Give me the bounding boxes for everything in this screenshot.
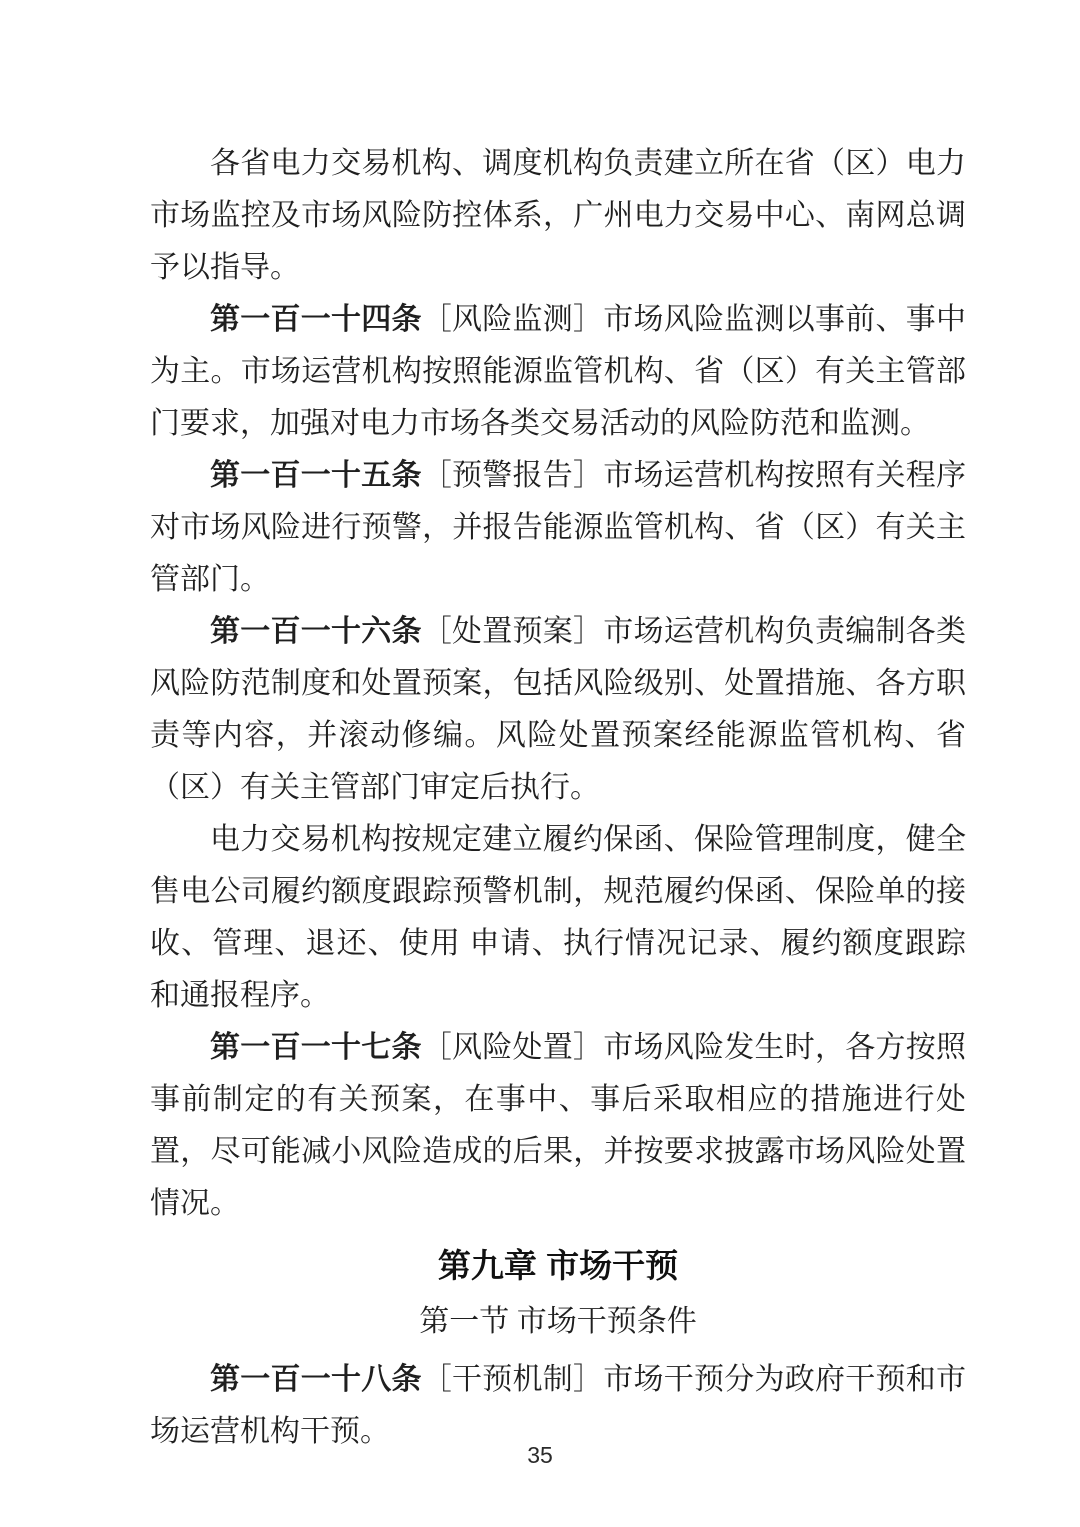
chapter-heading: 第九章 市场干预 [437, 1247, 679, 1284]
paragraph-text: ［干预机制］市场干预分为政府干预和市场运营机构干预。 [150, 1363, 966, 1448]
article-number: 第一百一十八条 [210, 1363, 422, 1396]
paragraph-text: ［预警报告］市场运营机构按照有关程序对市场风险进行预警，并报告能源监管机构、省（区）有关主管部门。 [150, 459, 966, 596]
article-number: 第一百一十四条 [210, 303, 422, 336]
paragraph [150, 1022, 966, 1230]
paragraph [150, 450, 966, 606]
paragraph [150, 814, 966, 1022]
paragraph-text: ［处置预案］市场运营机构负责编制各类风险防范制度和处置预案，包括风险级别、处置措施、各方职责等内容，并滚动修编。风险处置预案经能源监管机构、省（区）有关主管部门审定后执行。 [150, 615, 966, 804]
paragraph [150, 294, 966, 450]
article-number: 第一百一十七条 [210, 1031, 422, 1064]
document-body [150, 138, 966, 1458]
section-heading: 第一节 市场干预条件 [419, 1305, 697, 1338]
article-number: 第一百一十五条 [210, 459, 422, 492]
paragraph [150, 138, 966, 294]
paragraph-text: ［风险监测］市场风险监测以事前、事中为主。市场运营机构按照能源监管机构、省（区）有关主管部门要求，加强对电力市场各类交易活动的风险防范和监测。 [150, 303, 966, 440]
page-number: 35 [527, 1442, 553, 1468]
article-number: 第一百一十六条 [210, 615, 422, 648]
paragraph [150, 606, 966, 814]
paragraph-text: 电力交易机构按规定建立履约保函、保险管理制度，健全售电公司履约额度跟踪预警机制，规范履约保函、保险单的接收、管理、退还、使用 申请、执行情况记录、履约额度跟踪和通报程序。 [150, 823, 966, 1012]
paragraph-text: ［风险处置］市场风险发生时，各方按照事前制定的有关预案，在事中、事后采取相应的措施进行处置，尽可能减小风险造成的后果，并按要求披露市场风险处置情况。 [150, 1031, 966, 1220]
paragraph-text: 各省电力交易机构、调度机构负责建立所在省（区）电力市场监控及市场风险防控体系，广州电力交易中心、南网总调予以指导。 [150, 147, 966, 284]
